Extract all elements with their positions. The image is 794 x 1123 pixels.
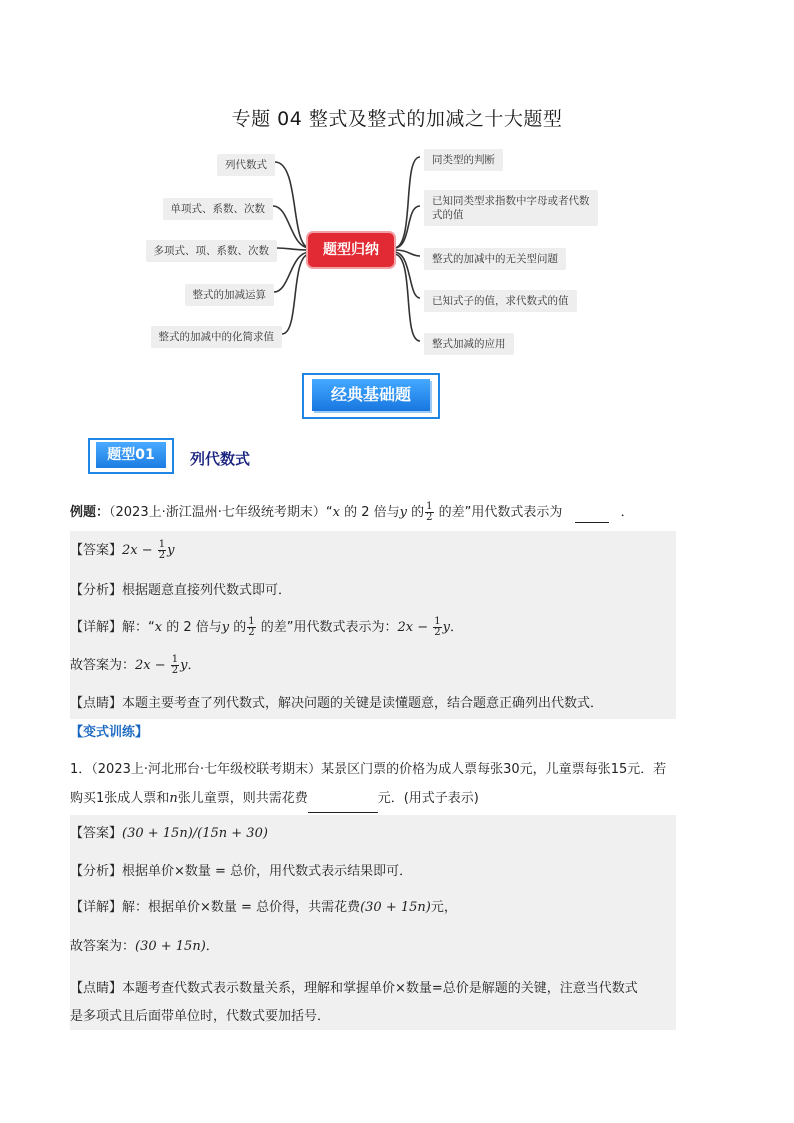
fraction-one-half: $\frac{1}{2}$ xyxy=(434,616,441,638)
variant-text: 元．(用式子表示) xyxy=(377,791,479,806)
answer-label: 【答案】 xyxy=(70,826,123,841)
mindmap-right-node: 已知式子的值，求代数式的值 xyxy=(424,290,577,312)
mindmap-right-node: 整式加减的应用 xyxy=(424,333,514,355)
connector-left-5 xyxy=(282,254,310,334)
variant-question xyxy=(70,756,675,813)
type-badge xyxy=(88,438,174,474)
example-final xyxy=(70,655,675,676)
variant-detail xyxy=(70,898,675,918)
answer-blank xyxy=(308,784,378,813)
connector-left-2 xyxy=(273,206,310,248)
variant-text: 张儿童票，则共需花费 xyxy=(177,791,308,806)
mindmap-left-node: 单项式、系数、次数 xyxy=(163,198,274,220)
detail-text: 解：“ xyxy=(122,620,155,635)
comment-label: 【点睛】 xyxy=(70,696,123,711)
variant-text: 元，儿童票每张 xyxy=(519,762,611,777)
variant-comment xyxy=(70,975,675,1031)
variant-final xyxy=(70,937,675,957)
variant-number: 30 xyxy=(503,762,520,777)
var-n: n xyxy=(169,791,178,806)
type-badge-label: 题型01 xyxy=(96,442,166,468)
comment-text: 是多项式且后面带单位时，代数式要加括号． xyxy=(70,1009,331,1024)
example-text: ． xyxy=(620,505,634,520)
answer-expr: (30 + 15n)/(15n + 30) xyxy=(122,826,268,841)
detail-expr: 2x − xyxy=(397,620,433,635)
analysis-text: 根据单价×数量 = 总价，用代数式表示结果即可． xyxy=(122,864,413,879)
mindmap-right-node: 已知同类型求指数中字母或者代数式的值 xyxy=(424,190,598,226)
example-question xyxy=(70,502,675,523)
var-x: x xyxy=(154,620,163,635)
fraction-one-half: $\frac{1}{2}$ xyxy=(248,616,255,638)
variant-analysis xyxy=(70,862,675,882)
example-detail xyxy=(70,617,675,638)
variant-text: 元．若购买 xyxy=(70,762,667,806)
var-y: y xyxy=(180,658,188,673)
example-answer xyxy=(70,540,675,561)
variant-answer xyxy=(70,824,675,844)
connector-left-3 xyxy=(277,248,310,250)
mindmap-right-node: 同类型的判断 xyxy=(424,149,503,171)
variant-number: 15 xyxy=(610,762,628,777)
var-x: x xyxy=(332,505,340,520)
var-y: y xyxy=(167,543,175,558)
section-badge-label: 经典基础题 xyxy=(312,379,430,411)
var-y: y xyxy=(221,620,230,635)
mind-map xyxy=(140,140,610,360)
analysis-label: 【分析】 xyxy=(70,864,123,879)
variant-text: 1．（2023上·河北邢台·七年级校联考期末）某景区门票的价格为成人票每张 xyxy=(70,762,504,777)
var-y: y xyxy=(442,620,451,635)
final-text: ． xyxy=(205,939,219,954)
mindmap-left-node: 多项式、项、系数、次数 xyxy=(146,240,278,262)
detail-text: 的 2 倍与 xyxy=(162,620,222,635)
detail-label: 【详解】 xyxy=(70,620,123,635)
comment-label: 【点睛】 xyxy=(70,981,123,996)
detail-text: ． xyxy=(450,620,464,635)
section-badge xyxy=(302,373,440,419)
detail-expr: (30 + 15n) xyxy=(360,900,431,915)
detail-text: 的 xyxy=(229,620,247,635)
example-source: （2023上·浙江温州·七年级统考期末） xyxy=(109,505,326,520)
detail-label: 【详解】 xyxy=(70,900,123,915)
final-text: 故答案为： xyxy=(70,658,136,673)
mindmap-right-node: 整式的加减中的无关型问题 xyxy=(424,248,566,270)
example-text: “ xyxy=(325,505,333,520)
example-text: 的差”用代数式表示为 xyxy=(434,505,563,520)
fraction-one-half: $\frac{1}{2}$ xyxy=(426,501,433,523)
final-text: 故答案为： xyxy=(70,939,136,954)
mindmap-center: 题型归纳 xyxy=(308,233,394,267)
variant-header xyxy=(70,723,675,743)
fraction-one-half: $\frac{1}{2}$ xyxy=(171,654,179,676)
detail-text: 解：根据单价×数量 = 总价得，共需花费 xyxy=(122,900,361,915)
detail-text: 元， xyxy=(430,900,457,915)
analysis-text: 根据题意直接列代数式即可． xyxy=(122,583,292,598)
mindmap-left-node: 整式的加减中的化简求值 xyxy=(151,326,283,348)
answer-blank xyxy=(575,502,609,523)
example-analysis xyxy=(70,581,675,601)
comment-text: 本题主要考查了列代数式，解决问题的关键是读懂题意，结合题意正确列出代数式． xyxy=(122,696,604,711)
example-text: 的 2 倍与 xyxy=(339,505,400,520)
mindmap-left-node: 整式的加减运算 xyxy=(185,284,275,306)
variant-number: 1 xyxy=(96,791,105,806)
type-name: 列代数式 xyxy=(190,450,251,468)
answer-label: 【答案】 xyxy=(70,543,123,558)
page-title: 专题 04 整式及整式的加减之十大题型 xyxy=(231,108,563,130)
answer-expr: 2x − xyxy=(122,543,157,558)
detail-text: 的差”用代数式表示为： xyxy=(256,620,398,635)
variant-header-text: 【变式训练】 xyxy=(70,725,149,740)
example-comment xyxy=(70,694,675,714)
comment-text: 本题考查代数式表示数量关系，理解和掌握单价×数量=总价是解题的关键，注意当代数式 xyxy=(122,981,638,996)
example-text: 的 xyxy=(407,505,425,520)
final-expr: (30 + 15n) xyxy=(135,939,206,954)
variant-text: 张成人票和 xyxy=(104,791,170,806)
example-label: 例题： xyxy=(70,505,110,520)
final-expr: 2x − xyxy=(135,658,170,673)
connector-left-1 xyxy=(275,162,310,248)
connector-left-4 xyxy=(274,252,310,292)
analysis-label: 【分析】 xyxy=(70,583,123,598)
mindmap-left-node: 列代数式 xyxy=(217,154,275,176)
var-y: y xyxy=(399,505,407,520)
fraction-one-half: $\frac{1}{2}$ xyxy=(158,539,166,561)
final-text: ． xyxy=(187,658,201,673)
